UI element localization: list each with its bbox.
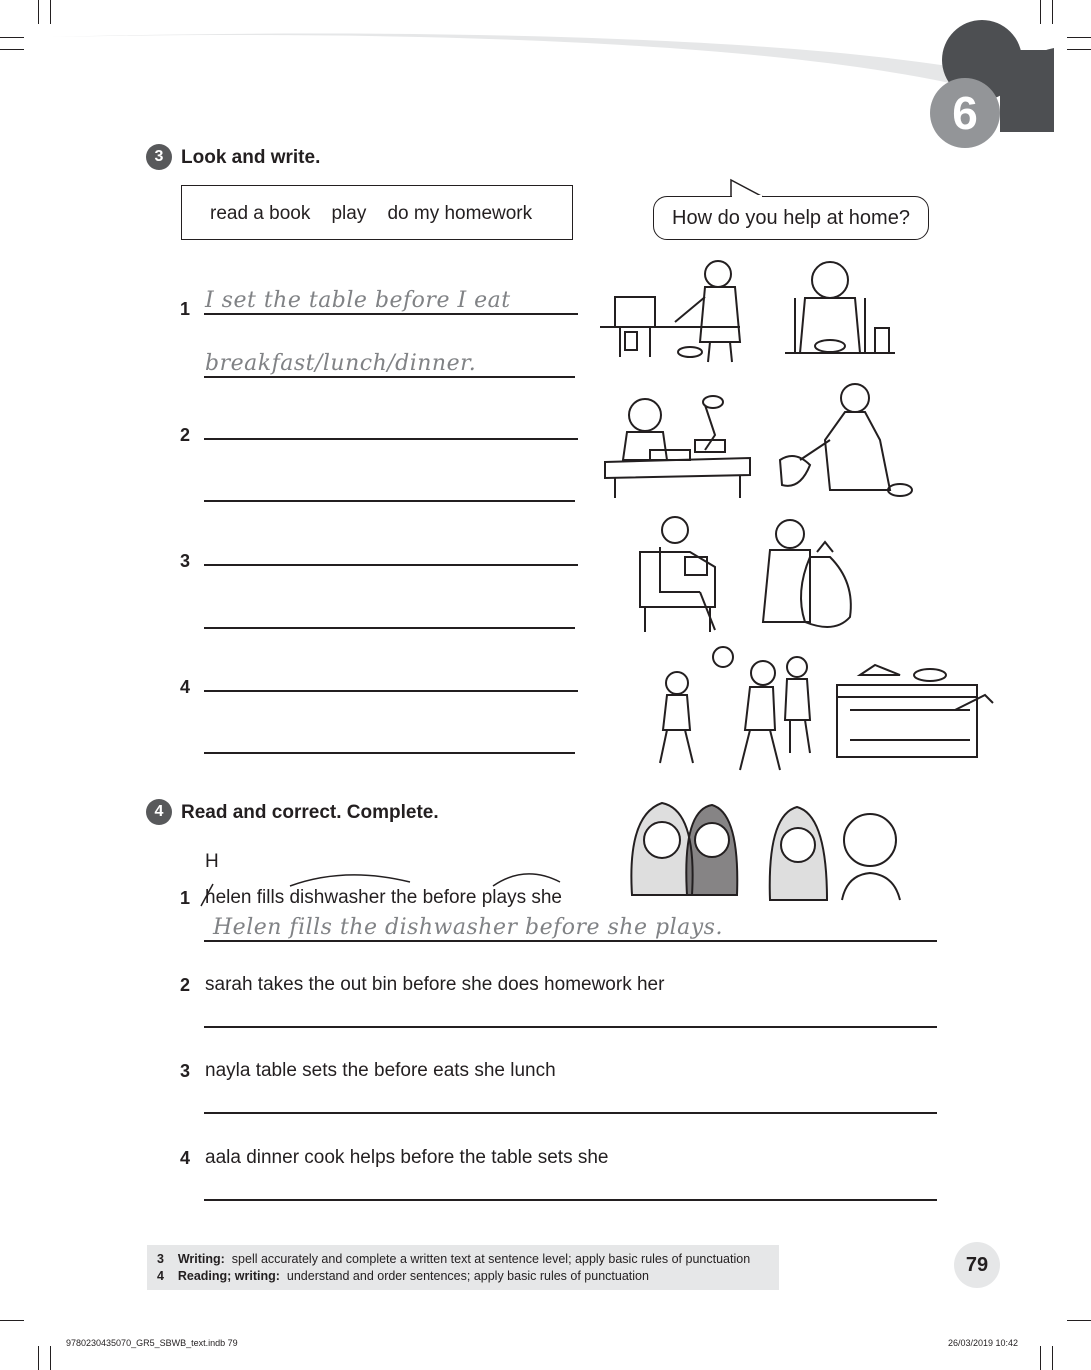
item-number: 2 <box>180 975 191 995</box>
item-number: 1 <box>180 299 191 319</box>
bubble-tail-gap <box>732 195 762 198</box>
word-box <box>181 185 573 240</box>
correction-letter: H <box>205 851 219 872</box>
speech-bubble: How do you help at home? <box>653 196 929 240</box>
exercise-4-title: Read and correct. Complete. <box>181 802 439 823</box>
footer-num: 3 <box>157 1252 164 1266</box>
item-number: 4 <box>180 1148 191 1168</box>
scrambled-sentence: helen fills dishwasher the before plays she <box>205 887 562 908</box>
footer-text: understand and order sentences; apply basic rules of punctuation <box>286 1269 649 1283</box>
header-swoosh <box>0 0 1091 160</box>
word-box-item: play <box>331 203 367 224</box>
unit-number-badge: 6 <box>930 78 1000 148</box>
example-answer: Helen fills the dishwasher before she plays. <box>213 915 723 940</box>
item-number: 1 <box>180 888 191 908</box>
writing-line[interactable] <box>204 1199 937 1201</box>
exercise-3-title: Look and write. <box>181 147 321 168</box>
exercise-4-badge: 4 <box>146 799 172 825</box>
crop-mark <box>1040 1346 1041 1370</box>
crop-mark <box>0 1320 24 1321</box>
item-number: 3 <box>180 1061 191 1081</box>
print-slug-left: 9780230435070_GR5_SBWB_text.indb 79 <box>66 1338 238 1348</box>
example-answer-line2: breakfast/lunch/dinner. <box>205 351 477 376</box>
writing-line[interactable] <box>204 690 578 692</box>
illustration-taking-out-bin <box>755 512 860 634</box>
writing-line[interactable] <box>204 752 575 754</box>
illustration-set-table <box>600 252 770 377</box>
footer-label: Reading; writing: <box>177 1269 280 1283</box>
footer-num: 4 <box>157 1269 164 1283</box>
writing-line[interactable] <box>204 940 937 942</box>
writing-line[interactable] <box>204 438 578 440</box>
word-box-item: read a book <box>210 203 311 224</box>
illustration-boy-eating <box>785 258 900 358</box>
writing-line[interactable] <box>204 1026 937 1028</box>
item-number: 2 <box>180 425 191 445</box>
writing-line[interactable] <box>204 376 575 378</box>
footer-text: spell accurately and complete a written text at sentence level; apply basic rules of punctuation <box>231 1252 751 1266</box>
illustration-homework <box>605 390 755 500</box>
page-number: 79 <box>954 1242 1000 1288</box>
item-number: 3 <box>180 551 191 571</box>
word-box-item: do my homework <box>387 203 533 224</box>
illustration-girls <box>622 795 912 907</box>
writing-line[interactable] <box>204 564 578 566</box>
footer-line-1 <box>157 1252 750 1266</box>
illustration-playing <box>645 645 830 775</box>
writing-line[interactable] <box>204 313 578 315</box>
example-answer-line1: I set the table before I eat <box>205 288 511 313</box>
item-number: 4 <box>180 677 191 697</box>
writing-line[interactable] <box>204 627 575 629</box>
writing-line[interactable] <box>204 1112 937 1114</box>
illustration-dishwasher <box>835 655 995 760</box>
illustration-girl-tidying <box>770 380 915 502</box>
footer-line-2 <box>157 1269 649 1283</box>
scrambled-sentence: aala dinner cook helps before the table sets she <box>205 1147 609 1168</box>
print-slug-right: 26/03/2019 10:42 <box>948 1338 1019 1348</box>
exercise-3-badge: 3 <box>146 144 172 170</box>
scrambled-sentence: nayla table sets the before eats she lunch <box>205 1060 556 1081</box>
crop-mark <box>1052 1346 1053 1370</box>
crop-mark <box>1067 1320 1091 1321</box>
footer-label: Writing: <box>177 1252 225 1266</box>
crop-mark <box>50 1346 51 1370</box>
writing-line[interactable] <box>204 500 575 502</box>
scrambled-sentence: sarah takes the out bin before she does homework her <box>205 974 665 995</box>
illustration-reading <box>630 512 735 634</box>
crop-mark <box>38 1346 39 1370</box>
